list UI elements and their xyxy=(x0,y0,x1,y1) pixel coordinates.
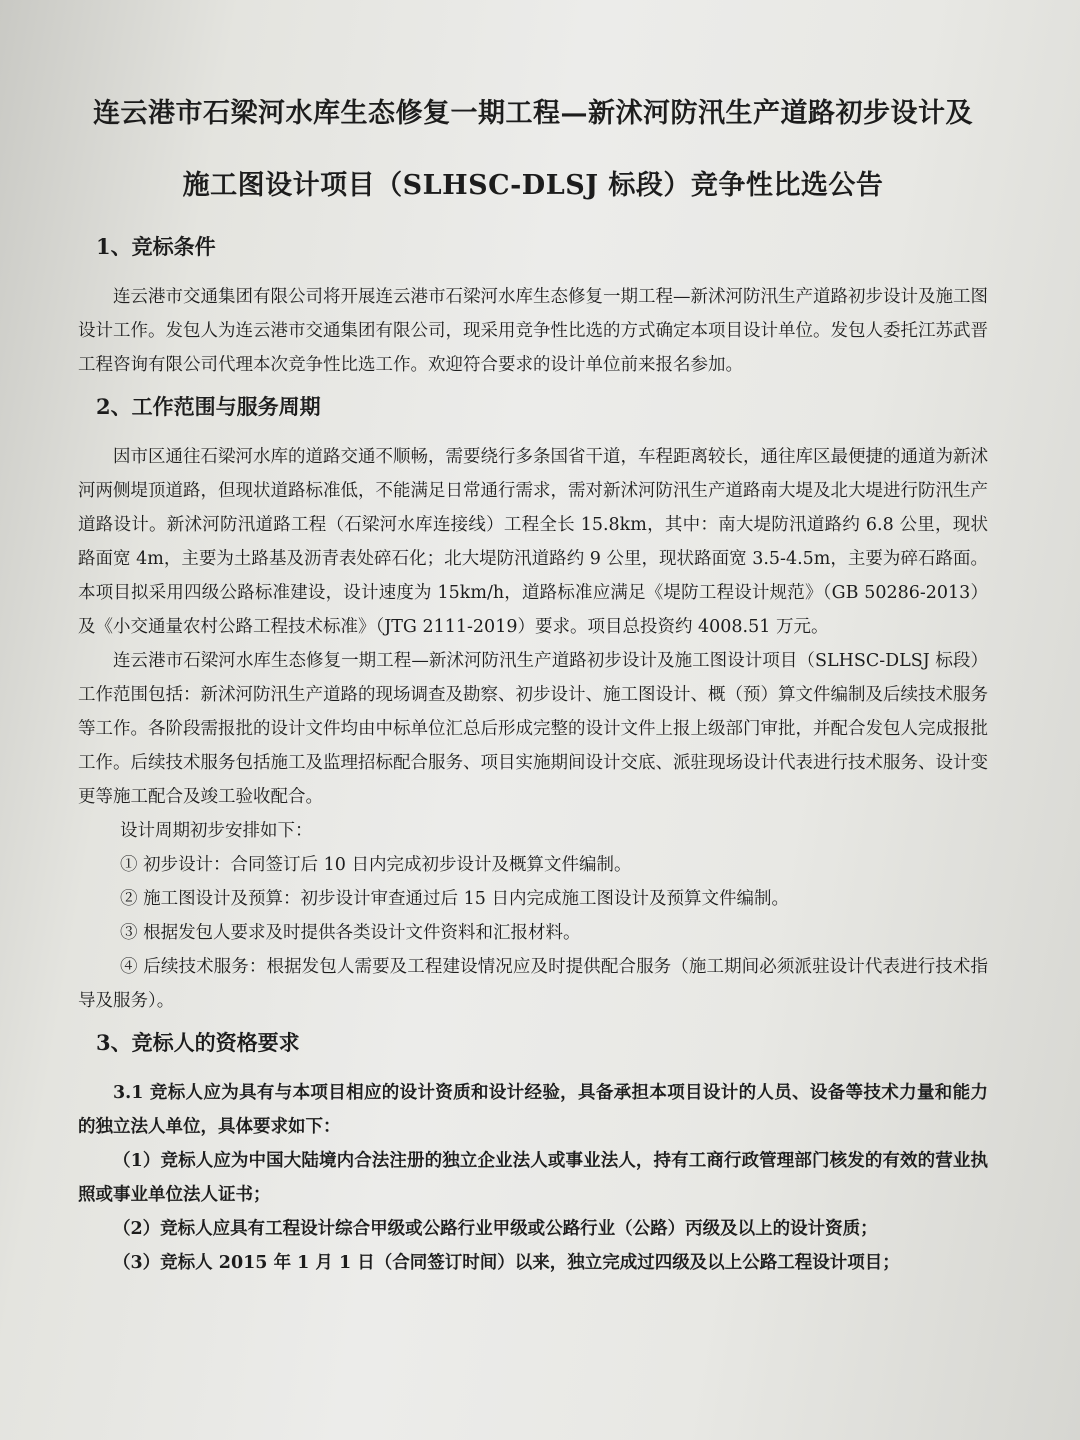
list-item: ① 初步设计：合同签订后 10 日内完成初步设计及概算文件编制。 xyxy=(120,855,632,875)
document-title xyxy=(78,78,988,222)
list-item: ③ 根据发包人要求及时提供各类设计文件资料和汇报材料。 xyxy=(120,923,581,943)
list-intro: 设计周期初步安排如下： xyxy=(120,821,313,841)
list-item: ② 施工图设计及预算：初步设计审查通过后 15 日内完成施工图设计及预算文件编制。 xyxy=(120,889,789,909)
section-heading: 1、竞标条件 xyxy=(96,234,216,259)
section-work-scope xyxy=(78,392,988,1018)
section-heading: 2、工作范围与服务周期 xyxy=(96,394,321,419)
list-item: （1）竞标人应为中国大陆境内合法注册的独立企业法人或事业法人，持有工商行政管理部门核发的有效的营业执照或事业单位法人证书； xyxy=(78,1151,988,1205)
section-bidding-conditions xyxy=(78,232,988,382)
paragraph: 连云港市石梁河水库生态修复一期工程—新沭河防汛生产道路初步设计及施工图设计项目（SLHSC-DLSJ 标段）工作范围包括：新沭河防汛生产道路的现场调查及勘察、初步设计、施工图设计、概（预）算文件编制及后续技术服务等工作。各阶段需报批的设计文件均由中标单位汇总后形成完整的设计文件上报上级部门审批，并配合发包人完成报批工作。后续技术服务包括施工及监理招标配合服务、项目实施期间设计交底、派驻现场设计代表进行技术服务、设计变更等施工配合及竣工验收配合。 xyxy=(78,651,988,807)
section-qualifications xyxy=(78,1028,988,1280)
paragraph: 连云港市交通集团有限公司将开展连云港市石梁河水库生态修复一期工程—新沭河防汛生产道路初步设计及施工图设计工作。发包人为连云港市交通集团有限公司，现采用竞争性比选的方式确定本项目设计单位。发包人委托江苏武晋工程咨询有限公司代理本次竞争性比选工作。欢迎符合要求的设计单位前来报名参加。 xyxy=(78,287,988,375)
paragraph: 3.1 竞标人应为具有与本项目相应的设计资质和设计经验，具备承担本项目设计的人员、设备等技术力量和能力的独立法人单位，具体要求如下： xyxy=(78,1083,988,1137)
list-item: （2）竞标人应具有工程设计综合甲级或公路行业甲级或公路行业（公路）丙级及以上的设计资质； xyxy=(113,1219,878,1239)
title-line-2: 施工图设计项目（SLHSC-DLSJ 标段）竞争性比选公告 xyxy=(182,170,884,201)
section-heading: 3、竞标人的资格要求 xyxy=(96,1030,300,1055)
design-schedule-list xyxy=(78,814,988,1018)
list-item: （3）竞标人 2015 年 1 月 1 日（合同签订时间）以来，独立完成过四级及以上公路工程设计项目； xyxy=(113,1253,900,1273)
paragraph: 因市区通往石梁河水库的道路交通不顺畅，需要绕行多条国省干道，车程距离较长，通往库区最便捷的通道为新沭河两侧堤顶道路，但现状道路标准低，不能满足日常通行需求，需对新沭河防汛生产道路南大堤及北大堤进行防汛生产道路设计。新沭河防汛道路工程（石梁河水库连接线）工程全长 15.8km，其中：南大堤防汛道路约 6.8 公里，现状路面宽 4m，主要为土路基及沥青表处碎石化；北大堤防汛道路约 9 公里，现状路面宽 3.5-4.5m，主要为碎石路面。本项目拟采用四级公路标准建设，设计速度为 15km/h，道路标准应满足《堤防工程设计规范》（GB 50286-2013）及《小交通量农村公路工程技术标准》（JTG 2111-2019）要求。项目总投资约 4008.51 万元。 xyxy=(78,447,988,637)
list-item: ④ 后续技术服务：根据发包人需要及工程建设情况应及时提供配合服务（施工期间必须派驻设计代表进行技术指导及服务）。 xyxy=(78,957,988,1011)
title-line-1: 连云港市石梁河水库生态修复一期工程—新沭河防汛生产道路初步设计及 xyxy=(93,98,973,129)
